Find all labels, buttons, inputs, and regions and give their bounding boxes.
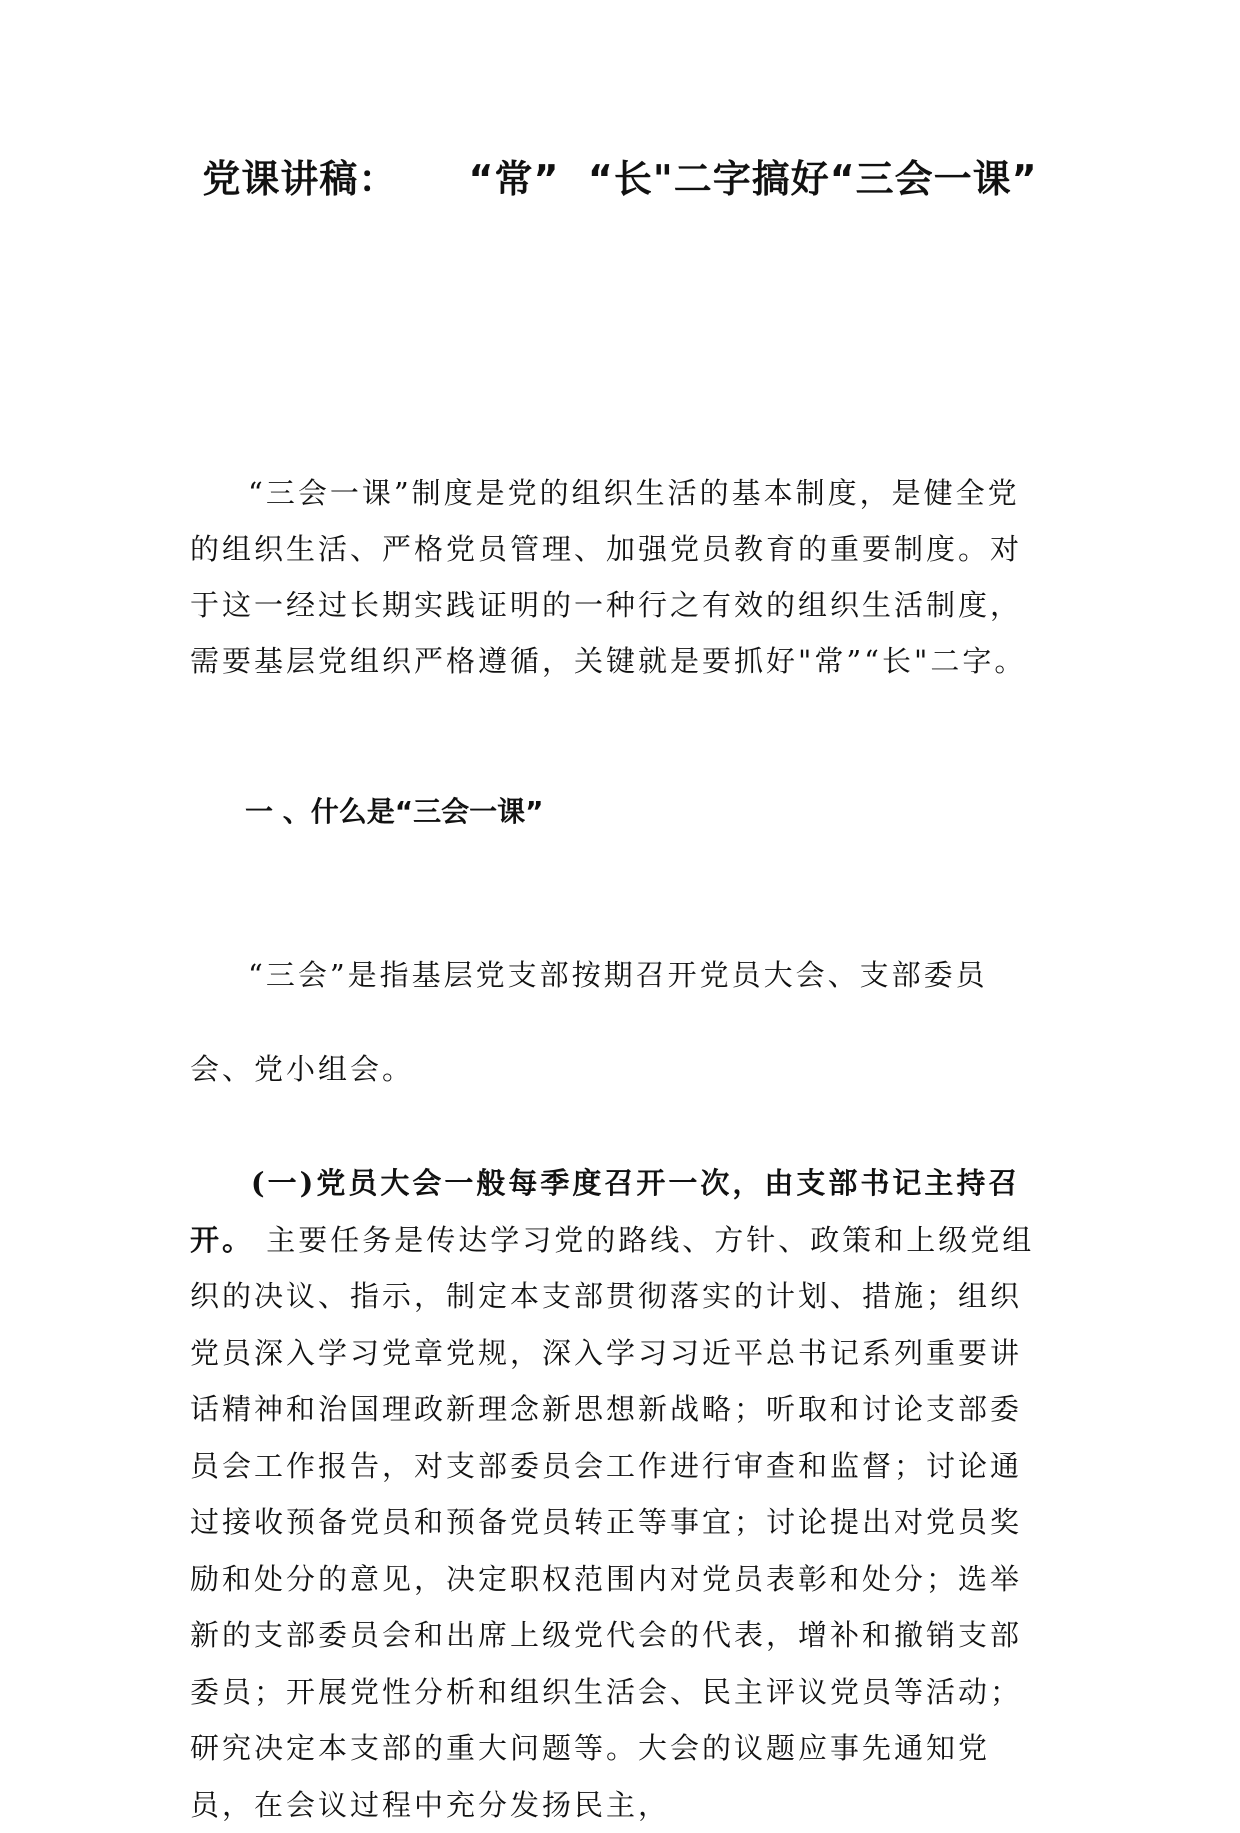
intro-paragraph: “三会一课”制度是党的组织生活的基本制度，是健全党的组织生活、严格党员管理、加强党员教育的重要制度。对于这一经过长期实践证明的一种行之有效的组织生活制度，需要基层党组织严格遵循，关键就是要抓好"常”“长"二字。 [190,476,1027,678]
party-assembly-body: 主要任务是传达学习党的路线、方针、政策和上级党组织的决议、指示，制定本支部贯彻落实的计划、措施；组织党员深入学习党章党规，深入学习习近平总书记系列重要讲话精神和治国理政新理念新思想新战略；听取和讨论支部委员会工作报告，对支部委员会工作进行审查和监督；讨论通过接收预备党员和预备党员转正等事宜；讨论提出对党员奖励和处分的意见，决定职权范围内对党员表彰和处分；选举新的支部委员会和出席上级党代会的代表，增补和撤销支部委员；开展党性分析和组织生活会、民主评议党员等活动；研究决定本支部的重大问题等。大会的议题应事先通知党员，在会议过程中充分发扬民主， [190,1222,1035,1822]
party-assembly-paragraph [190,1155,1050,1833]
document-title: 党课讲稿： “常” “长"二字搞好“三会一课” [202,157,1038,201]
section-heading: 一 、什么是“三会一课” [245,795,544,828]
sanhui-definition-paragraph: “三会”是指基层党支部按期召开党员大会、支部委员会、党小组会。 [190,958,988,1086]
party-assembly-lead: (一)党员大会一般每季度召开一次，由支部书记主持召开。 [190,1166,1021,1257]
